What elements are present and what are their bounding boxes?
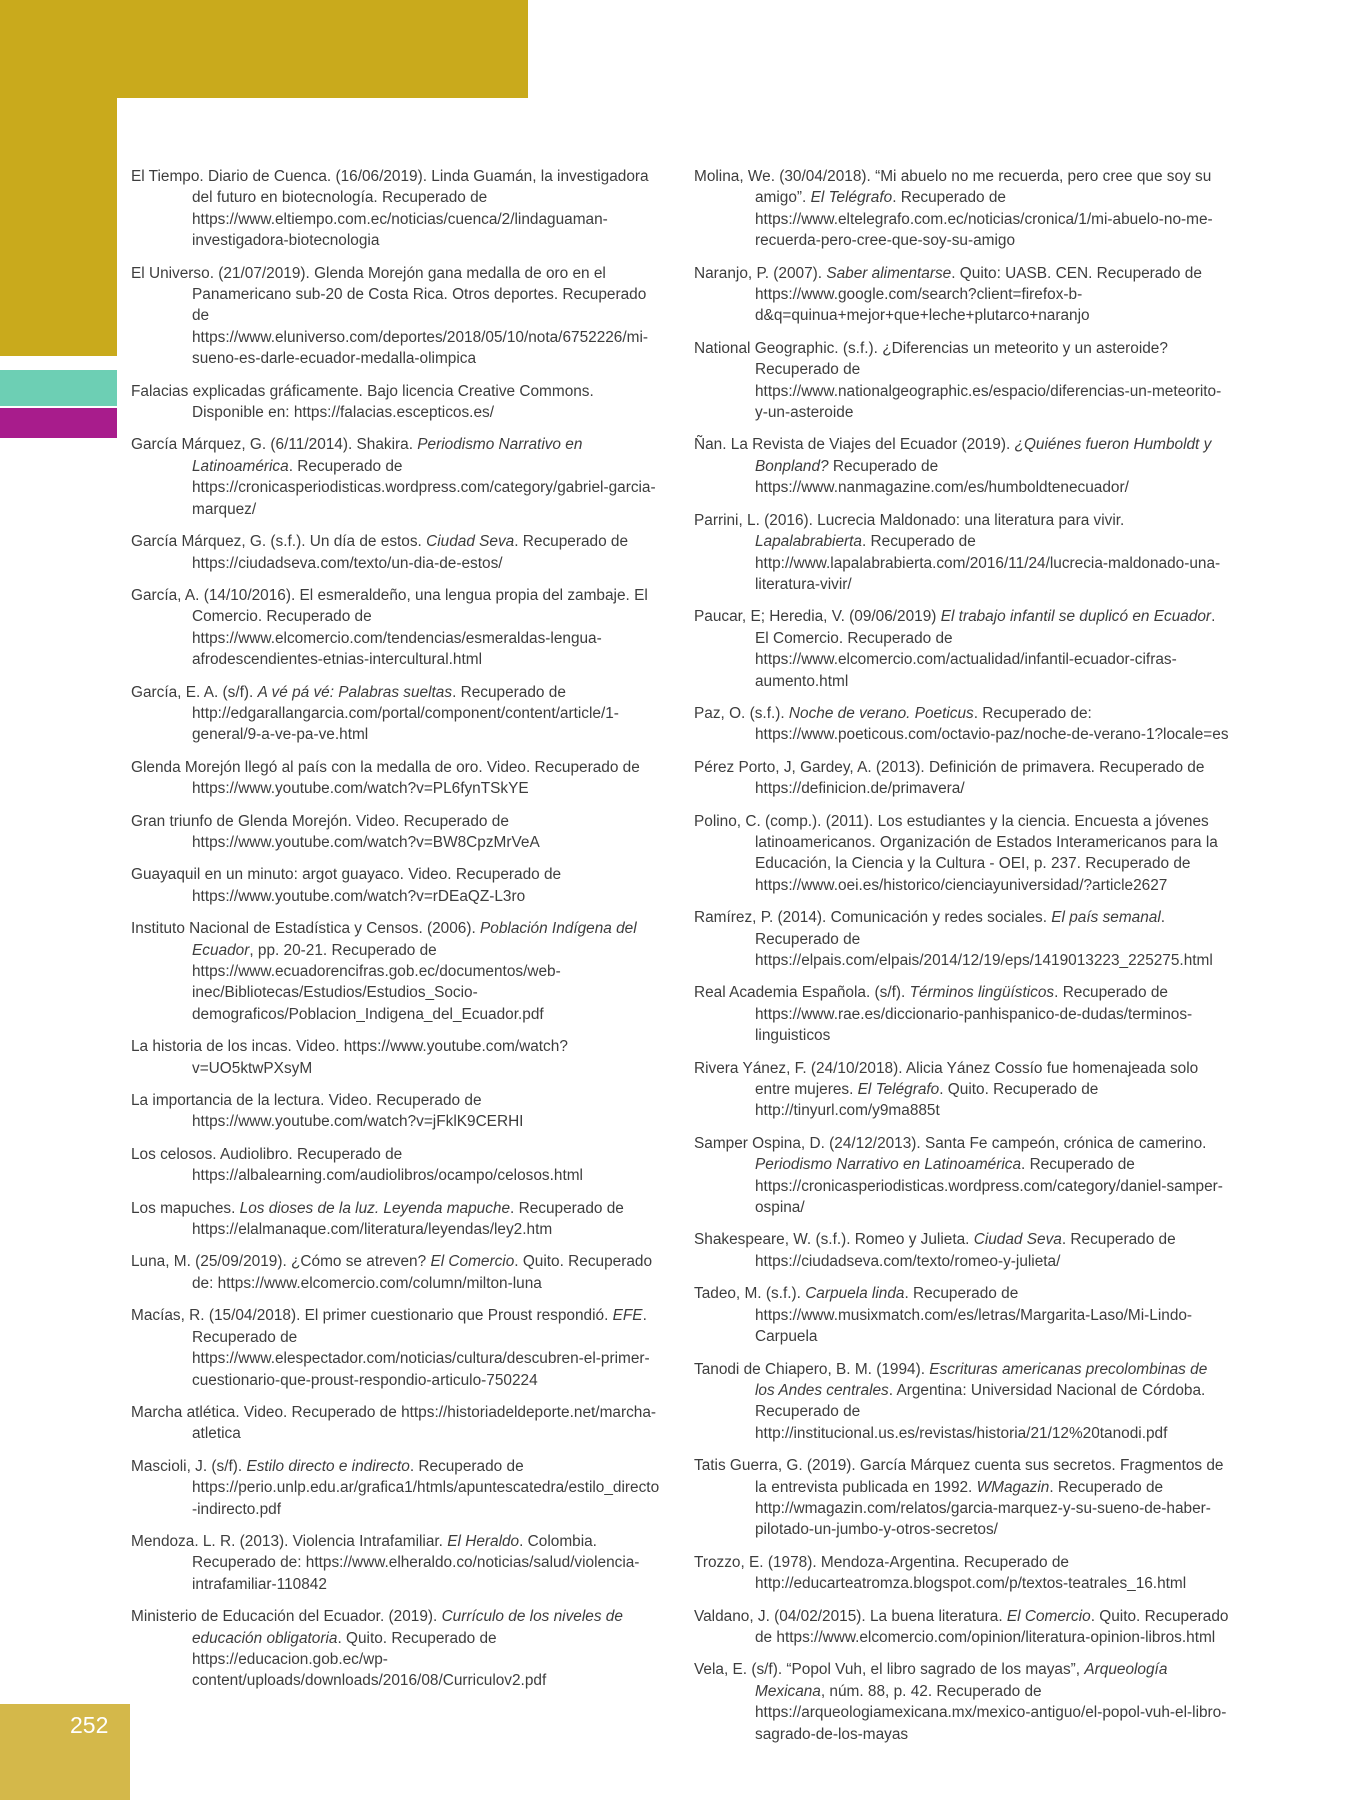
reference-text: . Quito. Recuperado de https://educacion.gob.ec/wp-content/uploads/downloads/2016/08/Curriculov2.pdf [192,1629,547,1690]
reference-text: Vela, E. (s/f). “Popol Vuh, el libro sagrado de los mayas”, [694,1661,1085,1679]
reference-entry [694,510,1230,596]
reference-text: . Recuperado de http://edgarallangarcia.com/portal/component/content/article/1-general/9-a-ve-pa-ve.html [192,683,619,744]
reference-entry [694,982,1230,1046]
reference-entry [131,166,661,252]
reference-text: Pérez Porto, J, Gardey, A. (2013). Definición de primavera. Recuperado de https://definicion.de/primavera/ [694,758,1205,798]
reference-entry [694,166,1230,252]
reference-entry [131,531,661,574]
header-gold-band [0,0,528,98]
reference-text: Parrini, L. (2016). Lucrecia Maldonado: una literatura para vivir. [694,511,1125,529]
reference-entry [694,907,1230,971]
reference-entry [694,1133,1230,1219]
reference-text: . Recuperado de http://wmagazin.com/relatos/garcia-marquez-y-su-sueno-de-haber-pilotado-un-jumbo-y-otros-secretos/ [755,1478,1211,1539]
reference-text: National Geographic. (s.f.). ¿Diferencias un meteorito y un asteroide? Recuperado de https://www.nationalgeographic.es/espacio/diferencias-un-meteorito-y-un-asteroide [694,339,1222,422]
magenta-tab-marker [0,408,117,438]
reference-text: Los mapuches. [131,1199,240,1217]
reference-text: . Recuperado de https://elpais.com/elpais/2014/12/19/eps/1419013223_225275.html [755,909,1213,969]
reference-entry [131,1090,661,1133]
reference-text: Real Academia Española. (s/f). [694,984,910,1002]
reference-italic-title: Arqueología Mexicana [755,1661,1168,1700]
reference-italic-title: El país semanal [1051,909,1161,927]
reference-text: . Colombia. Recuperado de: https://www.elheraldo.co/noticias/salud/violencia-intrafamiliar-110842 [192,1532,640,1593]
reference-text: Polino, C. (comp.). (2011). Los estudiantes y la ciencia. Encuesta a jóvenes latinoamericanos. Organización de Estados Interamericanos para la Educación, la Ciencia y la Cultura - OEI, p. 237. Recuperado de https://www.oei.es/historico/cienciayuniversidad/?article2627 [694,812,1218,894]
reference-entry [694,263,1230,327]
reference-entry [694,1455,1230,1541]
reference-entry [131,1606,661,1692]
reference-text: Mendoza. L. R. (2013). Violencia Intrafamiliar. [131,1532,448,1550]
reference-text: Recuperado de https://www.nanmagazine.com/es/humboldtenecuador/ [755,457,1129,497]
reference-text: Tanodi de Chiapero, B. M. (1994). [694,1360,930,1378]
reference-text: Ministerio de Educación del Ecuador. (2019). [131,1608,442,1626]
reference-text: Samper Ospina, D. (24/12/2013). Santa Fe campeón, crónica de camerino. [694,1134,1207,1152]
reference-italic-title: El Telégrafo [810,189,893,207]
reference-text: . Recuperado de http://www.lapalabrabierta.com/2016/11/24/lucrecia-maldonado-una-literatura-vivir/ [755,533,1221,593]
reference-italic-title: Estilo directo e indirecto [246,1457,410,1475]
reference-text: Tadeo, M. (s.f.). [694,1285,806,1303]
reference-entry [131,1456,661,1520]
reference-text: Guayaquil en un minuto: argot guayaco. Video. Recuperado de https://www.youtube.com/watch?v=rDEaQZ-L3ro [131,866,562,905]
reference-text: Falacias explicadas gráficamente. Bajo licencia Creative Commons. Disponible en: https://falacias.escepticos.es/ [131,382,594,422]
reference-text: Ramírez, P. (2014). Comunicación y redes sociales. [694,909,1052,927]
reference-text: Naranjo, P. (2007). [694,264,827,282]
reference-italic-title: Lapalabrabierta [755,533,862,551]
reference-entry [131,1402,661,1445]
reference-entry [694,338,1230,424]
reference-text: . Quito. Recuperado de: https://www.elcomercio.com/column/milton-luna [192,1253,653,1292]
reference-text: Ñan. La Revista de Viajes del Ecuador (2019). [694,436,1015,454]
reference-entry [694,757,1230,800]
reference-italic-title: El Comercio [430,1253,515,1271]
reference-italic-title: Saber alimentarse [826,264,952,282]
reference-italic-title: Periodismo Narrativo en Latinoamérica [192,436,583,475]
reference-text: . Recuperado de: https://www.poeticous.com/octavio-paz/noche-de-verano-1?locale=es [755,704,1229,744]
reference-entry [131,1036,661,1079]
reference-entry [131,757,661,800]
reference-text: . Recuperado de https://cronicasperiodisticas.wordpress.com/category/gabriel-garcia-marquez/ [192,457,656,518]
reference-entry [131,682,661,746]
reference-text: . Quito. Recuperado de http://tinyurl.com/y9ma885t [755,1081,1099,1120]
reference-text: . Recuperado de https://www.musixmatch.com/es/letras/Margarita-Laso/Mi-Lindo-Carpuela [755,1285,1193,1346]
reference-text: García Márquez, G. (6/11/2014). Shakira. [131,436,418,454]
reference-entry [694,606,1230,692]
reference-entry [131,1198,661,1241]
reference-entry [131,1305,661,1391]
reference-text: . Recuperado de https://ciudadseva.com/texto/un-dia-de-estos/ [192,533,629,572]
references-column-right [694,166,1230,1756]
reference-text: Instituto Nacional de Estadística y Censos. (2006). [131,920,481,938]
reference-italic-title: El Comercio [1006,1607,1091,1625]
reference-entry [131,381,661,424]
reference-italic-title: Ciudad Seva [973,1231,1062,1249]
reference-text: García, E. A. (s/f). [131,683,258,701]
reference-italic-title: Los dioses de la luz. Leyenda mapuche [239,1199,511,1217]
reference-entry [131,1531,661,1595]
reference-italic-title: El Heraldo [447,1532,520,1550]
reference-italic-title: Términos lingüísticos [909,984,1055,1002]
reference-italic-title: EFE [612,1307,643,1325]
reference-italic-title: El trabajo infantil se duplicó en Ecuador [940,608,1212,626]
reference-entry [131,811,661,854]
reference-entry [131,864,661,907]
reference-entry [694,703,1230,746]
reference-italic-title: Currículo de los niveles de educación obligatoria [192,1608,623,1647]
reference-text: . Quito: UASB. CEN. Recuperado de https://www.google.com/search?client=firefox-b-d&q=quinua+mejor+que+leche+plutarco+naranjo [755,264,1202,325]
reference-italic-title: Ciudad Seva [426,533,515,551]
reference-text: , núm. 88, p. 42. Recuperado de https://arqueologiamexicana.mx/mexico-antiguo/el-popol-vuh-el-libro-sagrado-de-los-mayas [755,1682,1227,1743]
page-number: 252 [70,1712,109,1738]
reference-entry [131,1251,661,1294]
reference-text: Paz, O. (s.f.). [694,704,789,722]
reference-italic-title: Población Indígena del Ecuador [192,920,637,959]
reference-text: Molina, We. (30/04/2018). “Mi abuelo no me recuerda, pero cree que soy su amigo”. [694,168,1212,207]
reference-text: Luna, M. (25/09/2019). ¿Cómo se atreven? [131,1253,431,1271]
reference-italic-title: El Telégrafo [857,1081,940,1099]
reference-italic-title: Carpuela linda [805,1285,905,1303]
reference-text: Valdano, J. (04/02/2015). La buena literatura. [694,1607,1007,1625]
reference-text: Los celosos. Audiolibro. Recuperado de https://albalearning.com/audiolibros/ocampo/celosos.html [131,1145,583,1185]
reference-text: Marcha atlética. Video. Recuperado de https://historiadeldeporte.net/marcha-atletica [131,1403,657,1443]
reference-text: Mascioli, J. (s/f). [131,1457,247,1475]
reference-entry [131,585,661,671]
reference-text: . Recuperado de https://www.rae.es/diccionario-panhispanico-de-dudas/terminos-linguisticos [755,984,1193,1045]
reference-text: García, A. (14/10/2016). El esmeraldeño, una lengua propia del zambaje. El Comercio. Recuperado de https://www.elcomercio.com/tendencias/esmeraldas-lengua-afrodescendientes-etnias-intercultural.html [131,586,648,669]
reference-italic-title: Noche de verano. Poeticus [788,704,974,722]
reference-italic-title: WMagazin [976,1478,1050,1496]
reference-entry [694,1606,1230,1649]
reference-text: . Recuperado de https://www.elespectador.com/noticias/cultura/descubren-el-primer-cuestionario-que-proust-respondio-articulo-750224 [192,1307,650,1389]
reference-entry [694,811,1230,897]
left-gold-band [0,98,117,356]
reference-text: Glenda Morejón llegó al país con la medalla de oro. Video. Recuperado de https://www.youtube.com/watch?v=PL6fynTSkYE [131,758,640,798]
reference-text: . Quito. Recuperado de https://www.elcomercio.com/opinion/literatura-opinion-libros.html [755,1607,1229,1646]
reference-text: . Recuperado de https://cronicasperiodisticas.wordpress.com/category/daniel-samper-ospina/ [755,1156,1223,1217]
reference-entry [694,1058,1230,1122]
reference-text: Paucar, E; Heredia, V. (09/06/2019) [694,608,941,626]
reference-text: , pp. 20-21. Recuperado de https://www.ecuadorencifras.gob.ec/documentos/web-inec/Bibliotecas/Estudios/Estudios_Socio-demograficos/Poblacion_Indigena_del_Ecuador.pdf [192,941,561,1023]
reference-text: Tatis Guerra, G. (2019). García Márquez cuenta sus secretos. Fragmentos de la entrevista publicada en 1992. [694,1457,1224,1496]
references-column-left [131,166,661,1703]
reference-text: El Tiempo. Diario de Cuenca. (16/06/2019). Linda Guamán, la investigadora del futuro en biotecnología. Recuperado de https://www.eltiempo.com.ec/noticias/cuenca/2/lindaguaman-investigadora-biotecnologia [131,168,649,250]
footer-gold-block [0,1704,130,1800]
reference-entry [131,1144,661,1187]
reference-italic-title: ¿Quiénes fueron Humboldt y Bonpland? [755,436,1212,475]
reference-entry [694,1359,1230,1445]
reference-text: . Argentina: Universidad Nacional de Córdoba. Recuperado de http://institucional.us.es/revistas/historia/21/12%20tanodi.pdf [755,1381,1206,1442]
reference-text: Shakespeare, W. (s.f.). Romeo y Julieta. [694,1231,974,1249]
reference-entry [694,1229,1230,1272]
reference-text: . Recuperado de https://elalmanaque.com/literatura/leyendas/ley2.htm [192,1199,624,1239]
reference-italic-title: A vé pá vé: Palabras sueltas [257,683,453,701]
reference-text: Trozzo, E. (1978). Mendoza-Argentina. Recuperado de http://educarteatromza.blogspot.com/p/textos-teatrales_16.html [694,1553,1187,1593]
reference-entry [694,434,1230,498]
reference-text: Macías, R. (15/04/2018). El primer cuestionario que Proust respondió. [131,1307,613,1325]
reference-text: . Recuperado de https://perio.unlp.edu.ar/grafica1/htmls/apuntescatedra/estilo_directo-indirecto.pdf [192,1457,660,1518]
reference-text: La importancia de la lectura. Video. Recuperado de https://www.youtube.com/watch?v=jFklK9CERHI [131,1092,524,1131]
reference-entry [694,1283,1230,1347]
reference-entry [694,1552,1230,1595]
reference-entry [131,263,661,370]
reference-text: El Universo. (21/07/2019). Glenda Morejón gana medalla de oro en el Panamericano sub-20 de Costa Rica. Otros deportes. Recuperado de https://www.eluniverso.com/deportes/2018/05/10/nota/6752226/mi-sueno-es-darle-ecuador-medalla-olimpica [131,264,649,368]
reference-text: Rivera Yánez, F. (24/10/2018). Alicia Yánez Cossío fue homenajeada solo entre mujeres. [694,1059,1199,1099]
teal-tab-marker [0,370,117,406]
reference-text: . El Comercio. Recuperado de https://www.elcomercio.com/actualidad/infantil-ecuador-cifras-aumento.html [755,608,1216,690]
reference-italic-title: Periodismo Narrativo en Latinoamérica [755,1156,1022,1174]
reference-entry [131,434,661,520]
reference-entry [694,1659,1230,1745]
reference-text: . Recuperado de https://www.eltelegrafo.com.ec/noticias/cronica/1/mi-abuelo-no-me-recuerda-pero-cree-que-soy-su-amigo [755,189,1213,250]
reference-text: Gran triunfo de Glenda Morejón. Video. Recuperado de https://www.youtube.com/watch?v=BW8CpzMrVeA [131,812,540,851]
reference-text: García Márquez, G. (s.f.). Un día de estos. [131,533,427,551]
reference-text: La historia de los incas. Video. https://www.youtube.com/watch?v=UO5ktwPXsyM [131,1038,568,1077]
reference-italic-title: Escrituras americanas precolombinas de los Andes centrales [755,1360,1208,1399]
reference-text: . Recuperado de https://ciudadseva.com/texto/romeo-y-julieta/ [755,1231,1176,1270]
reference-entry [131,918,661,1025]
